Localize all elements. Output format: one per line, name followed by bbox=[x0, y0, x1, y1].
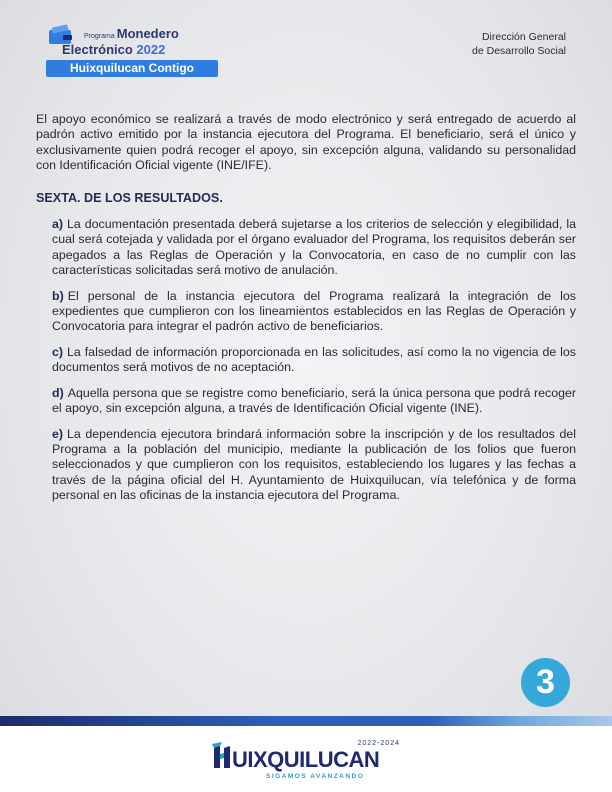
logo-line2: Electrónico 2022 bbox=[62, 42, 166, 57]
department-line2: de Desarrollo Social bbox=[472, 45, 566, 57]
page-number-badge: 3 bbox=[521, 658, 570, 707]
list-item bbox=[36, 217, 576, 279]
logo-line1: Programa Monedero bbox=[84, 26, 179, 41]
footer-tagline: SIGAMOS AVANZANDO bbox=[266, 773, 365, 780]
item-letter: d) bbox=[52, 385, 64, 400]
footer-logo bbox=[212, 738, 402, 788]
footer-municipality-name: UIXQUILUCAN bbox=[232, 747, 380, 772]
item-text: El personal de la instancia ejecutora del Programa realizará la integración de los expedientes que cumplieron con los lineamientos establecidos en las Reglas de Operación y Convocatoria para integrar el padrón activo de beneficiarios. bbox=[52, 288, 576, 334]
department-line1: Dirección General bbox=[481, 31, 566, 43]
list-item bbox=[36, 345, 576, 376]
department-name bbox=[472, 30, 566, 58]
footer-years: 2022-2024 bbox=[357, 740, 400, 747]
item-text: La documentación presentada deberá sujetarse a los criterios de selección y elegibilidad, la cual será cotejada y validada por el órgano evaluador del Programa, los requisitos deberán ser apegados a las Reglas de Operación y la Convocatoria, en caso de no cumplir con las características solicitadas será motivo de anulación. bbox=[52, 217, 576, 278]
logo-banner: Huixquilucan Contigo bbox=[46, 60, 218, 77]
document-body bbox=[36, 112, 576, 504]
list-item bbox=[36, 427, 576, 504]
item-letter: b) bbox=[52, 288, 64, 303]
item-text: La dependencia ejecutora brindará información sobre la inscripción y de los resultados del Programa a la población del municipio, mediante la publicación de los folios que fueron seleccionados y que cumplieron con los requisitos, estableciendo los lugares y las fechas a través de la página oficial del H. Ayuntamiento de Huixquilucan, vía telefónica y de forma personal en las oficinas de la instancia ejecutora del Programa. bbox=[52, 426, 576, 503]
item-letter: c) bbox=[52, 344, 64, 359]
item-text: Aquella persona que se registre como beneficiario, será la única persona que podrá recoger el apoyo, sin excepción alguna, a través de Identificación Oficial vigente (INE). bbox=[52, 385, 576, 416]
footer bbox=[0, 726, 612, 792]
footer-stripe bbox=[0, 716, 612, 726]
program-logo bbox=[44, 20, 222, 82]
list-item bbox=[36, 289, 576, 335]
item-letter: e) bbox=[52, 426, 64, 441]
section-title: SEXTA. DE LOS RESULTADOS. bbox=[36, 190, 223, 205]
intro-paragraph: El apoyo económico se realizará a través de modo electrónico y será entregado de acuerdo al padrón activo emitido por la instancia ejecutora del Programa. El beneficiario, será el único y exclusivamente quien podrá recoger el apoyo, sin excepción alguna, validando su personalidad con Identificación Oficial vigente (INE/IFE). bbox=[36, 112, 576, 173]
list-item bbox=[36, 386, 576, 417]
h-mark-icon bbox=[212, 742, 232, 770]
item-letter: a) bbox=[52, 217, 64, 232]
item-text: La falsedad de información proporcionada en las solicitudes, así como la no vigencia de los documentos será motivos de no aceptación. bbox=[52, 344, 576, 375]
